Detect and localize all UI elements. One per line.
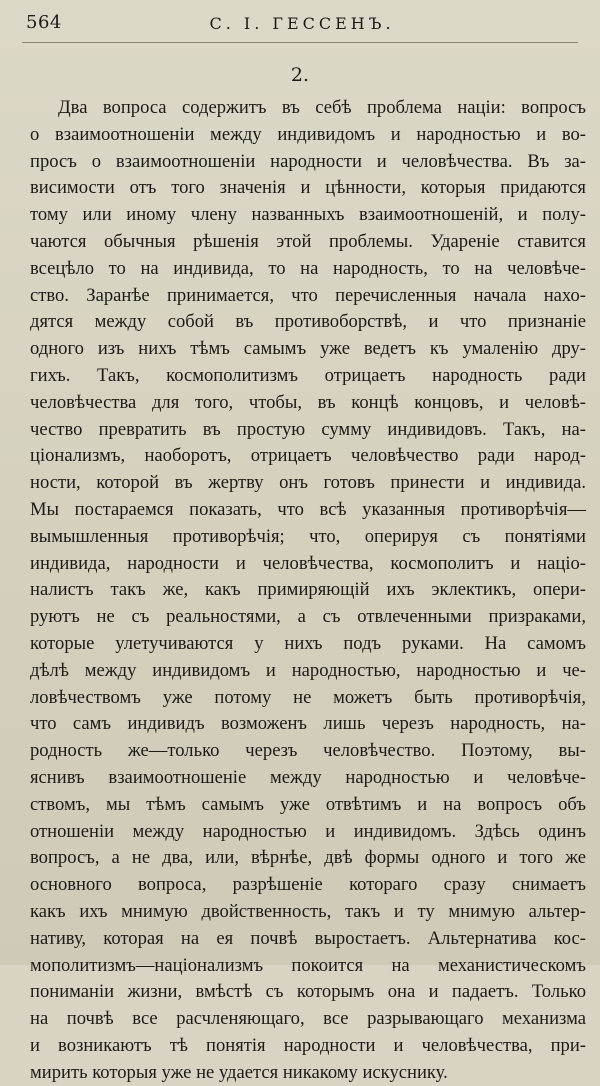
text-line: всецѣло то на индивида, то на народность, то на человѣче- <box>30 257 586 279</box>
running-head: С. І. ГЕССЕНЪ. <box>209 14 395 33</box>
text-line: ствомъ, мы тѣмъ самымъ уже отвѣтимъ и на вопросъ объ <box>30 793 586 815</box>
text-line: родность же—только черезъ человѣчество. Поэтому, вы- <box>30 740 586 762</box>
text-line: которые улетучиваются у нихъ подъ руками. На самомъ <box>30 632 586 654</box>
text-line: одного изъ нихъ тѣмъ самымъ уже ведетъ къ умаленію дру- <box>30 338 586 360</box>
text-line: ціонализмъ, наоборотъ, отрицаетъ человѣчество ради народ- <box>30 445 586 467</box>
text-line: гихъ. Такъ, космополитизмъ отрицаетъ народность ради <box>30 364 586 386</box>
header-rule <box>22 42 578 43</box>
text-line: что самъ индивидъ возможенъ лишь черезъ народность, на- <box>30 713 586 735</box>
text-line: дятся между собой въ противоборствѣ, и что признаніе <box>30 311 586 333</box>
section-number: 2. <box>290 64 310 86</box>
text-line: отношеніи между народностью и индивидомъ. Здѣсь одинъ <box>30 820 586 842</box>
page-number: 564 <box>26 12 62 33</box>
body-paragraph <box>30 95 586 1086</box>
text-line: человѣчества для того, чтобы, въ концѣ концовъ, и человѣ- <box>30 391 586 413</box>
text-line: ство. Заранѣе принимается, что перечисленныя начала нахо- <box>30 284 586 306</box>
text-line: Два вопроса содержитъ въ себѣ проблема націи: вопросъ <box>58 97 586 118</box>
text-line: Мы постараемся показать, что всѣ указанныя противорѣчія— <box>30 498 586 520</box>
text-line: просъ о взаимоотношеніи народности и человѣчества. Въ за- <box>30 150 586 172</box>
text-line: мополитизмъ—націонализмъ покоится на механистическомъ <box>30 954 586 976</box>
text-line: индивида, народности и человѣчества, космополитъ и націо- <box>30 552 586 574</box>
text-line: чество превратить въ простую сумму индивидовъ. Такъ, на- <box>30 418 586 440</box>
text-line: мирить которыя уже не удается никакому искуснику. <box>30 1061 448 1083</box>
text-line: дѣлѣ между индивидомъ и народностью, народностью и че- <box>30 659 586 681</box>
text-line: нативу, которая на ея почвѣ выростаетъ. Альтернатива кос- <box>30 927 586 949</box>
text-line: на почвѣ все расчленяющаго, все разрывающаго механизма <box>30 1008 586 1030</box>
page-header <box>26 12 578 40</box>
text-line: руютъ не съ реальностями, а съ отвлеченными призраками, <box>30 606 586 628</box>
text-line: тому или иному члену названныхъ взаимоотношеній, и полу- <box>30 204 586 226</box>
text-line: ловѣчествомъ уже потому не можетъ быть противорѣчія, <box>30 686 586 708</box>
text-line: чаются обычныя рѣшенія этой проблемы. Удареніе ставится <box>30 230 586 252</box>
text-line: вопросъ, а не два, или, вѣрнѣе, двѣ формы одного и того же <box>30 847 586 869</box>
text-line: основного вопроса, разрѣшеніе котораго сразу снимаетъ <box>30 874 586 896</box>
text-line: ности, которой въ жертву онъ готовъ принести и индивида. <box>30 472 586 494</box>
text-line: пониманіи жизни, вмѣстѣ съ которымъ она и падаетъ. Только <box>30 981 586 1003</box>
text-line: о взаимоотношеніи между индивидомъ и народностью и во- <box>30 123 586 145</box>
text-line: налистъ такъ же, какъ примиряющій ихъ эклектикъ, опери- <box>30 579 586 601</box>
text-line: и возникаютъ тѣ понятія народности и человѣчества, при- <box>30 1034 586 1056</box>
text-line: висимости отъ того значенія и цѣнности, которыя придаются <box>30 177 586 199</box>
text-line: вымышленныя противорѣчія; что, оперируя съ понятіями <box>30 525 586 547</box>
text-line: какъ ихъ мнимую двойственность, такъ и ту мнимую альтер- <box>30 900 586 922</box>
text-line: яснивъ взаимоотношеніе между народностью и человѣче- <box>30 766 586 788</box>
